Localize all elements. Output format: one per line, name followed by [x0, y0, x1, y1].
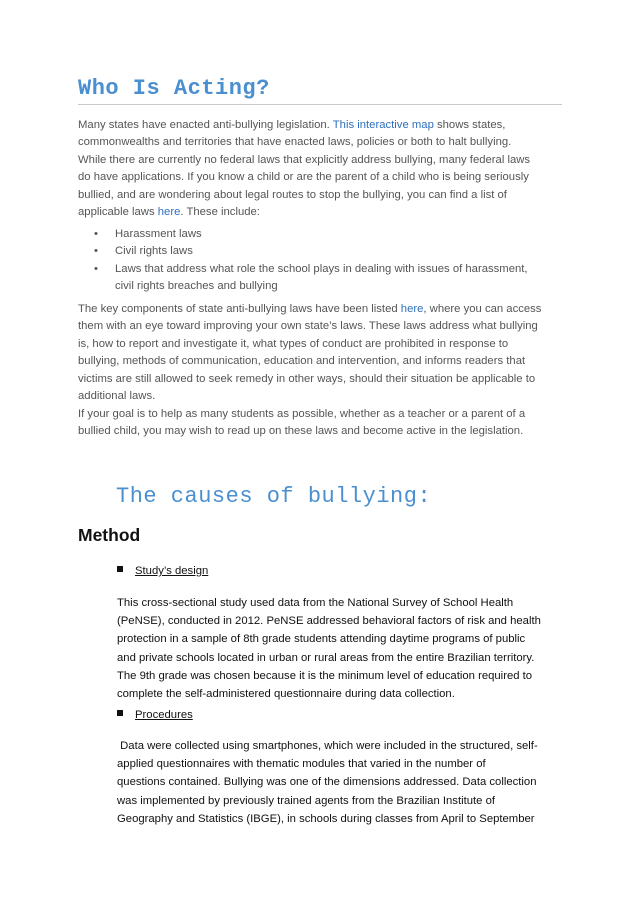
text-line — [78, 152, 564, 169]
text-span: bullied child, you may wish to read up on these laws and become active in the legislation. — [78, 425, 524, 438]
text-line — [78, 423, 564, 440]
text-span: While there are currently no federal laws that explicitly address bullying, many federal laws — [78, 153, 531, 166]
components-paragraph — [78, 301, 564, 405]
bullet-icon: • — [94, 262, 98, 275]
text-span: do have applications. If you know a child or are the parent of a child who is being seriously — [78, 171, 529, 184]
text-line — [78, 318, 564, 335]
procedures-paragraph — [117, 737, 557, 828]
text-span: applicable laws — [78, 206, 158, 219]
square-bullet-icon — [117, 566, 123, 572]
text-span: bullying, methods of communication, education and intervention, and informs readers that — [78, 355, 526, 368]
list-item — [94, 261, 564, 296]
text-span: additional laws. — [78, 390, 156, 403]
text-line: Geography and Statistics (IBGE), in schools during classes from April to September — [117, 812, 535, 825]
text-span: , where you can access — [423, 303, 542, 315]
text-span: . These include: — [180, 206, 260, 219]
list-item — [94, 243, 564, 260]
list-item-text: Civil rights laws — [115, 245, 193, 258]
causes-heading: The causes of bullying: — [116, 484, 432, 509]
text-line — [78, 336, 564, 353]
design-paragraph — [117, 594, 557, 703]
text-line: protection in a sample of 8th grade students attending daytime programs of public — [117, 633, 526, 646]
text-line: and private schools located in urban or rural areas from the entire Brazilian territory. — [117, 651, 535, 664]
text-line — [78, 187, 564, 204]
text-span: The key components of state anti-bullying laws have been listed — [78, 303, 401, 315]
text-span: shows states, — [433, 119, 506, 131]
text-line: complete the self-administered questionnaire during data collection. — [117, 688, 455, 701]
text-line — [78, 371, 564, 388]
text-span: If your goal is to help as many students as possible, whether as a teacher or a parent of a — [78, 408, 526, 420]
list-item-text: Harassment laws — [115, 228, 202, 240]
inline-link[interactable]: This interactive map — [332, 119, 434, 131]
list-item-text: civil rights breaches and bullying — [115, 280, 278, 293]
text-line — [78, 169, 564, 186]
list-item-text: Laws that address what role the school plays in dealing with issues of harassment, — [115, 262, 528, 275]
square-bullet-icon — [117, 710, 123, 716]
text-line: Data were collected using smartphones, which were included in the structured, self- — [117, 740, 538, 752]
inline-link[interactable]: here — [157, 206, 181, 219]
bullet-icon: • — [94, 245, 98, 258]
text-line — [78, 117, 564, 134]
text-line: applied questionnaires with thematic modules that varied in the number of — [117, 758, 486, 771]
text-span: bullied, and are wondering about legal routes to stop the bullying, you can find a list of — [78, 188, 507, 201]
procedures-subheading — [117, 709, 193, 721]
text-span: victims are still allowed to seek remedy in other ways, should their situation be applicable to — [78, 372, 536, 385]
procedures-label: Procedures — [135, 709, 193, 721]
design-label: Study’s design — [135, 565, 209, 577]
bullet-icon: • — [94, 228, 98, 240]
text-span: commonwealths and territories that have enacted laws, policies or both to halt bullying. — [78, 136, 512, 149]
text-line — [78, 134, 564, 151]
text-line: was implemented by previously trained agents from the Brazilian Institute of — [117, 794, 496, 807]
text-line: (PeNSE), conducted in 2012. PeNSE addressed behavioral factors of risk and health — [117, 615, 541, 628]
text-span: Many states have enacted anti-bullying legislation. — [78, 119, 333, 131]
text-span: is, how to report and investigate it, what types of conduct are prohibited in response to — [78, 337, 509, 350]
text-line — [78, 301, 564, 318]
text-line — [78, 406, 564, 423]
goal-paragraph — [78, 406, 564, 441]
inline-link[interactable]: here — [400, 303, 424, 315]
text-line — [78, 204, 564, 221]
page-title: Who Is Acting? — [78, 76, 270, 101]
intro-paragraph — [78, 117, 564, 221]
title-underline — [78, 104, 562, 105]
method-heading: Method — [78, 525, 141, 545]
text-line — [78, 388, 564, 405]
text-span: them with an eye toward improving your own state’s laws. These laws address what bullying — [78, 320, 538, 333]
laws-list — [94, 226, 564, 296]
design-subheading — [117, 565, 208, 577]
text-line — [78, 353, 564, 370]
text-line: This cross-sectional study used data from the National Survey of School Health — [117, 597, 514, 609]
text-line: questions contained. Bullying was one of the dimensions addressed. Data collection — [117, 776, 537, 789]
list-item — [94, 226, 564, 243]
text-line: The 9th grade was chosen because it is the minimum level of education required to — [117, 669, 533, 682]
